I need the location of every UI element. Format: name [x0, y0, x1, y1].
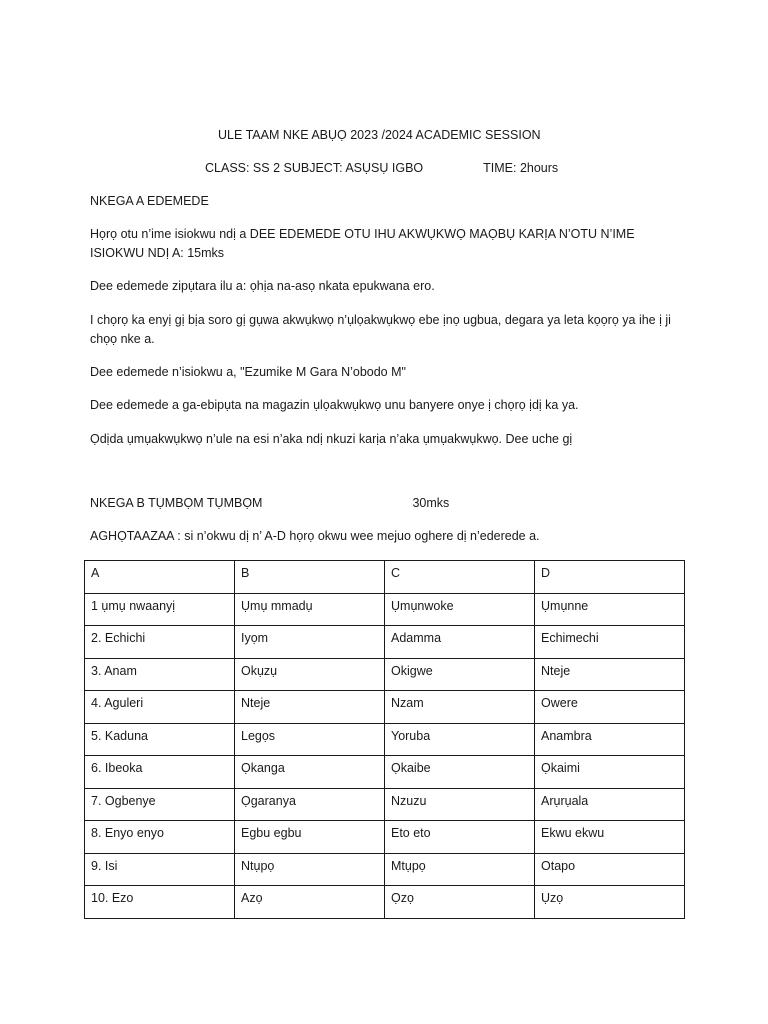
options-table — [84, 560, 685, 919]
table-cell: 5. Kaduna — [85, 723, 235, 756]
table-cell: Eto eto — [385, 821, 535, 854]
table-cell: Ụmụnne — [535, 593, 685, 626]
table-cell: Ọkaimi — [535, 756, 685, 789]
table-row — [85, 658, 685, 691]
essay-topic-2: I chọrọ ka enyị gị bịa soro gị gụwa akwụkwọ n’ụlọakwụkwọ ebe ịnọ ugbua, degara ya leta kọọrọ ya ihe ị ji chọọ nke a. — [90, 313, 671, 346]
table-row — [85, 756, 685, 789]
table-cell: Ụzọ — [535, 886, 685, 919]
table-cell: Azọ — [235, 886, 385, 919]
section-b-marks: 30mks — [412, 496, 450, 510]
table-row — [85, 626, 685, 659]
table-cell: 10. Ezo — [85, 886, 235, 919]
class-subject: CLASS: SS 2 SUBJECT: ASỤSỤ IGBO — [205, 161, 424, 175]
table-cell: Ụmụnwoke — [385, 593, 535, 626]
table-cell: Otapo — [535, 853, 685, 886]
table-cell: Anambra — [535, 723, 685, 756]
table-cell: 2. Echichi — [85, 626, 235, 659]
table-cell: Ọzọ — [385, 886, 535, 919]
class-subject-time — [205, 159, 558, 177]
table-cell: Iyọm — [235, 626, 385, 659]
essay-topic-1: Dee edemede zipụtara ilu a: ọhịa na-asọ nkata epukwana ero. — [90, 279, 435, 293]
table-cell: Okigwe — [385, 658, 535, 691]
table-cell: 6. Ibeoka — [85, 756, 235, 789]
table-cell: 3. Anam — [85, 658, 235, 691]
table-cell: 7. Ogbenye — [85, 788, 235, 821]
exam-title: ULE TAAM NKE ABỤỌ 2023 /2024 ACADEMIC SESSION — [218, 128, 541, 142]
section-b-instruction: AGHỌTAAZAA : si n’okwu dị n’ A-D họrọ okwu wee mejuo oghere dị n’ederede a. — [90, 529, 540, 543]
section-a-instruction-line-1: Họrọ otu n’ime isiokwu ndị a DEE EDEMEDE OTU IHU AKWỤKWỌ MAỌBỤ KARỊA N’OTU N’IME — [90, 227, 635, 241]
table-cell: Nzam — [385, 691, 535, 724]
column-header: A — [85, 561, 235, 594]
table-row — [85, 788, 685, 821]
table-cell: Legọs — [235, 723, 385, 756]
table-row — [85, 886, 685, 919]
table-cell: Yoruba — [385, 723, 535, 756]
table-cell: Adamma — [385, 626, 535, 659]
table-cell: Nteje — [235, 691, 385, 724]
table-cell: Arụrụala — [535, 788, 685, 821]
table-row — [85, 853, 685, 886]
table-cell: Owere — [535, 691, 685, 724]
section-a-heading: NKEGA A EDEMEDE — [90, 194, 209, 208]
table-row — [85, 723, 685, 756]
table-cell: Ekwu ekwu — [535, 821, 685, 854]
table-cell: Nteje — [535, 658, 685, 691]
exam-time: TIME: 2hours — [483, 161, 559, 175]
section-b-heading-row — [90, 494, 449, 512]
table-cell: 4. Aguleri — [85, 691, 235, 724]
table-cell: Nzuzu — [385, 788, 535, 821]
table-cell: Ọkanga — [235, 756, 385, 789]
table-cell: 1 ụmụ nwaanyị — [85, 593, 235, 626]
essay-topic-3: Dee edemede n’isiokwu a, "Ezumike M Gara N’obodo M" — [90, 365, 406, 379]
table-cell: Ntụpọ — [235, 853, 385, 886]
table-cell: Okụzụ — [235, 658, 385, 691]
table-cell: Ọkaibe — [385, 756, 535, 789]
column-header: C — [385, 561, 535, 594]
section-a-instruction-line-2: ISIOKWU NDỊ A: 15mks — [90, 246, 225, 260]
essay-topic-4: Dee edemede a ga-ebipụta na magazin ụlọakwụkwọ unu banyere onye ị chọrọ ịdị ka ya. — [90, 398, 579, 412]
essay-topic-5: Ọdịda ụmụakwụkwọ n’ule na esi n’aka ndị nkuzi karịa n’aka ụmụakwụkwọ. Dee uche gị — [90, 432, 573, 446]
column-header: B — [235, 561, 385, 594]
table-cell: Echimechi — [535, 626, 685, 659]
table-row — [85, 593, 685, 626]
table-cell: Ụmụ mmadụ — [235, 593, 385, 626]
table-cell: Egbu egbu — [235, 821, 385, 854]
column-header: D — [535, 561, 685, 594]
table-cell: Ọgaranya — [235, 788, 385, 821]
table-cell: 8. Enyo enyo — [85, 821, 235, 854]
section-b-heading: NKEGA B TỤMBỌM TỤMBỌM — [90, 496, 263, 510]
table-cell: 9. Isi — [85, 853, 235, 886]
table-header-row — [85, 561, 685, 594]
table-row — [85, 821, 685, 854]
table-row — [85, 691, 685, 724]
table-cell: Mtụpọ — [385, 853, 535, 886]
